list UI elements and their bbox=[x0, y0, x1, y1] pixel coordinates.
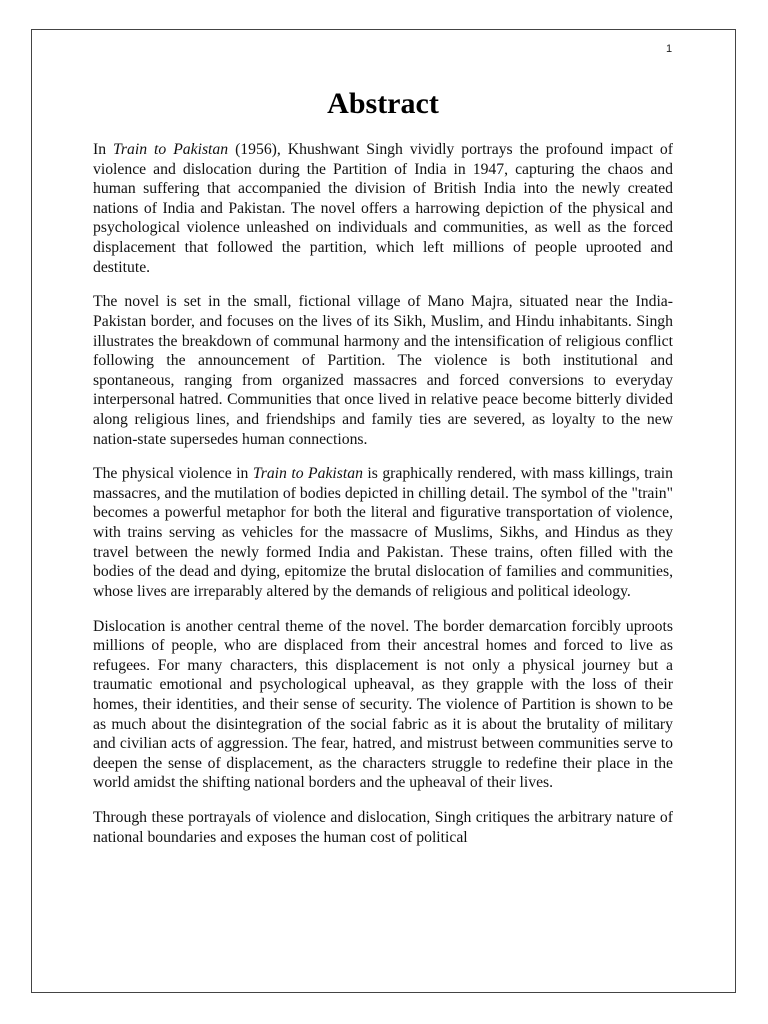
abstract-body bbox=[93, 140, 673, 863]
paragraph-3 bbox=[93, 464, 673, 601]
paragraph-1 bbox=[93, 140, 673, 277]
paragraph-1-post: (1956), Khushwant Singh vividly portrays the profound impact of violence and dislocation during the Partition of India in 1947, capturing the chaos and human suffering that accompanied the division of British India into the newly created nations of India and Pakistan. The novel offers a harrowing depiction of the physical and psychological violence unleashed on individuals and communities, as well as the forced displacement that followed the partition, which left millions of people uprooted and destitute. bbox=[93, 141, 673, 276]
book-title-italic: Train to Pakistan bbox=[252, 465, 363, 483]
book-title-italic: Train to Pakistan bbox=[113, 141, 229, 158]
paragraph-2: The novel is set in the small, fictional village of Mano Majra, situated near the India-Pakistan border, and focuses on the lives of its Sikh, Muslim, and Hindu inhabitants. Singh illustrates the breakdown of communal harmony and the intensification of religious conflict following the announcement of Partition. The violence is both institutional and spontaneous, ranging from organized massacres and forced conversions to everyday interpersonal hatred. Communities that once lived in relative peace become bitterly divided along religious lines, and friendships and family ties are severed, as loyalty to the new nation-state supersedes human connections. bbox=[93, 293, 673, 448]
page-title: Abstract bbox=[327, 87, 439, 120]
paragraph-1-pre: In bbox=[93, 141, 114, 158]
paragraph-5: Through these portrayals of violence and dislocation, Singh critiques the arbitrary nature of national boundaries and exposes the human cost of political bbox=[93, 809, 673, 846]
page-number: 1 bbox=[666, 43, 673, 55]
paragraph-4: Dislocation is another central theme of the novel. The border demarcation forcibly uproots millions of people, who are displaced from their ancestral homes and forced to live as refugees. For many characters, this displacement is not only a physical journey but a traumatic emotional and psychological upheaval, as they grapple with the loss of their homes, their identities, and their sense of security. The violence of Partition is shown to be as much about the disintegration of the social fabric as it is about the brutality of military and civilian acts of aggression. The fear, hatred, and mistrust between communities serve to deepen the sense of displacement, as the characters struggle to redefine their place in the world amidst the shifting national borders and the upheaval of their lives. bbox=[93, 617, 673, 792]
paragraph-3-post: is graphically rendered, with mass killings, train massacres, and the mutilation of bodies depicted in chilling detail. The symbol of the "train" becomes a powerful metaphor for both the literal and figurative transportation of violence, with trains serving as vehicles for the massacre of Muslims, Sikhs, and Hindus as they travel between the newly formed India and Pakistan. These trains, often filled with the bodies of the dead and dying, epitomize the brutal dislocation of families and communities, whose lives are irreparably altered by the demands of religious and political ideology. bbox=[93, 465, 673, 600]
paragraph-3-pre: The physical violence in bbox=[93, 465, 253, 483]
